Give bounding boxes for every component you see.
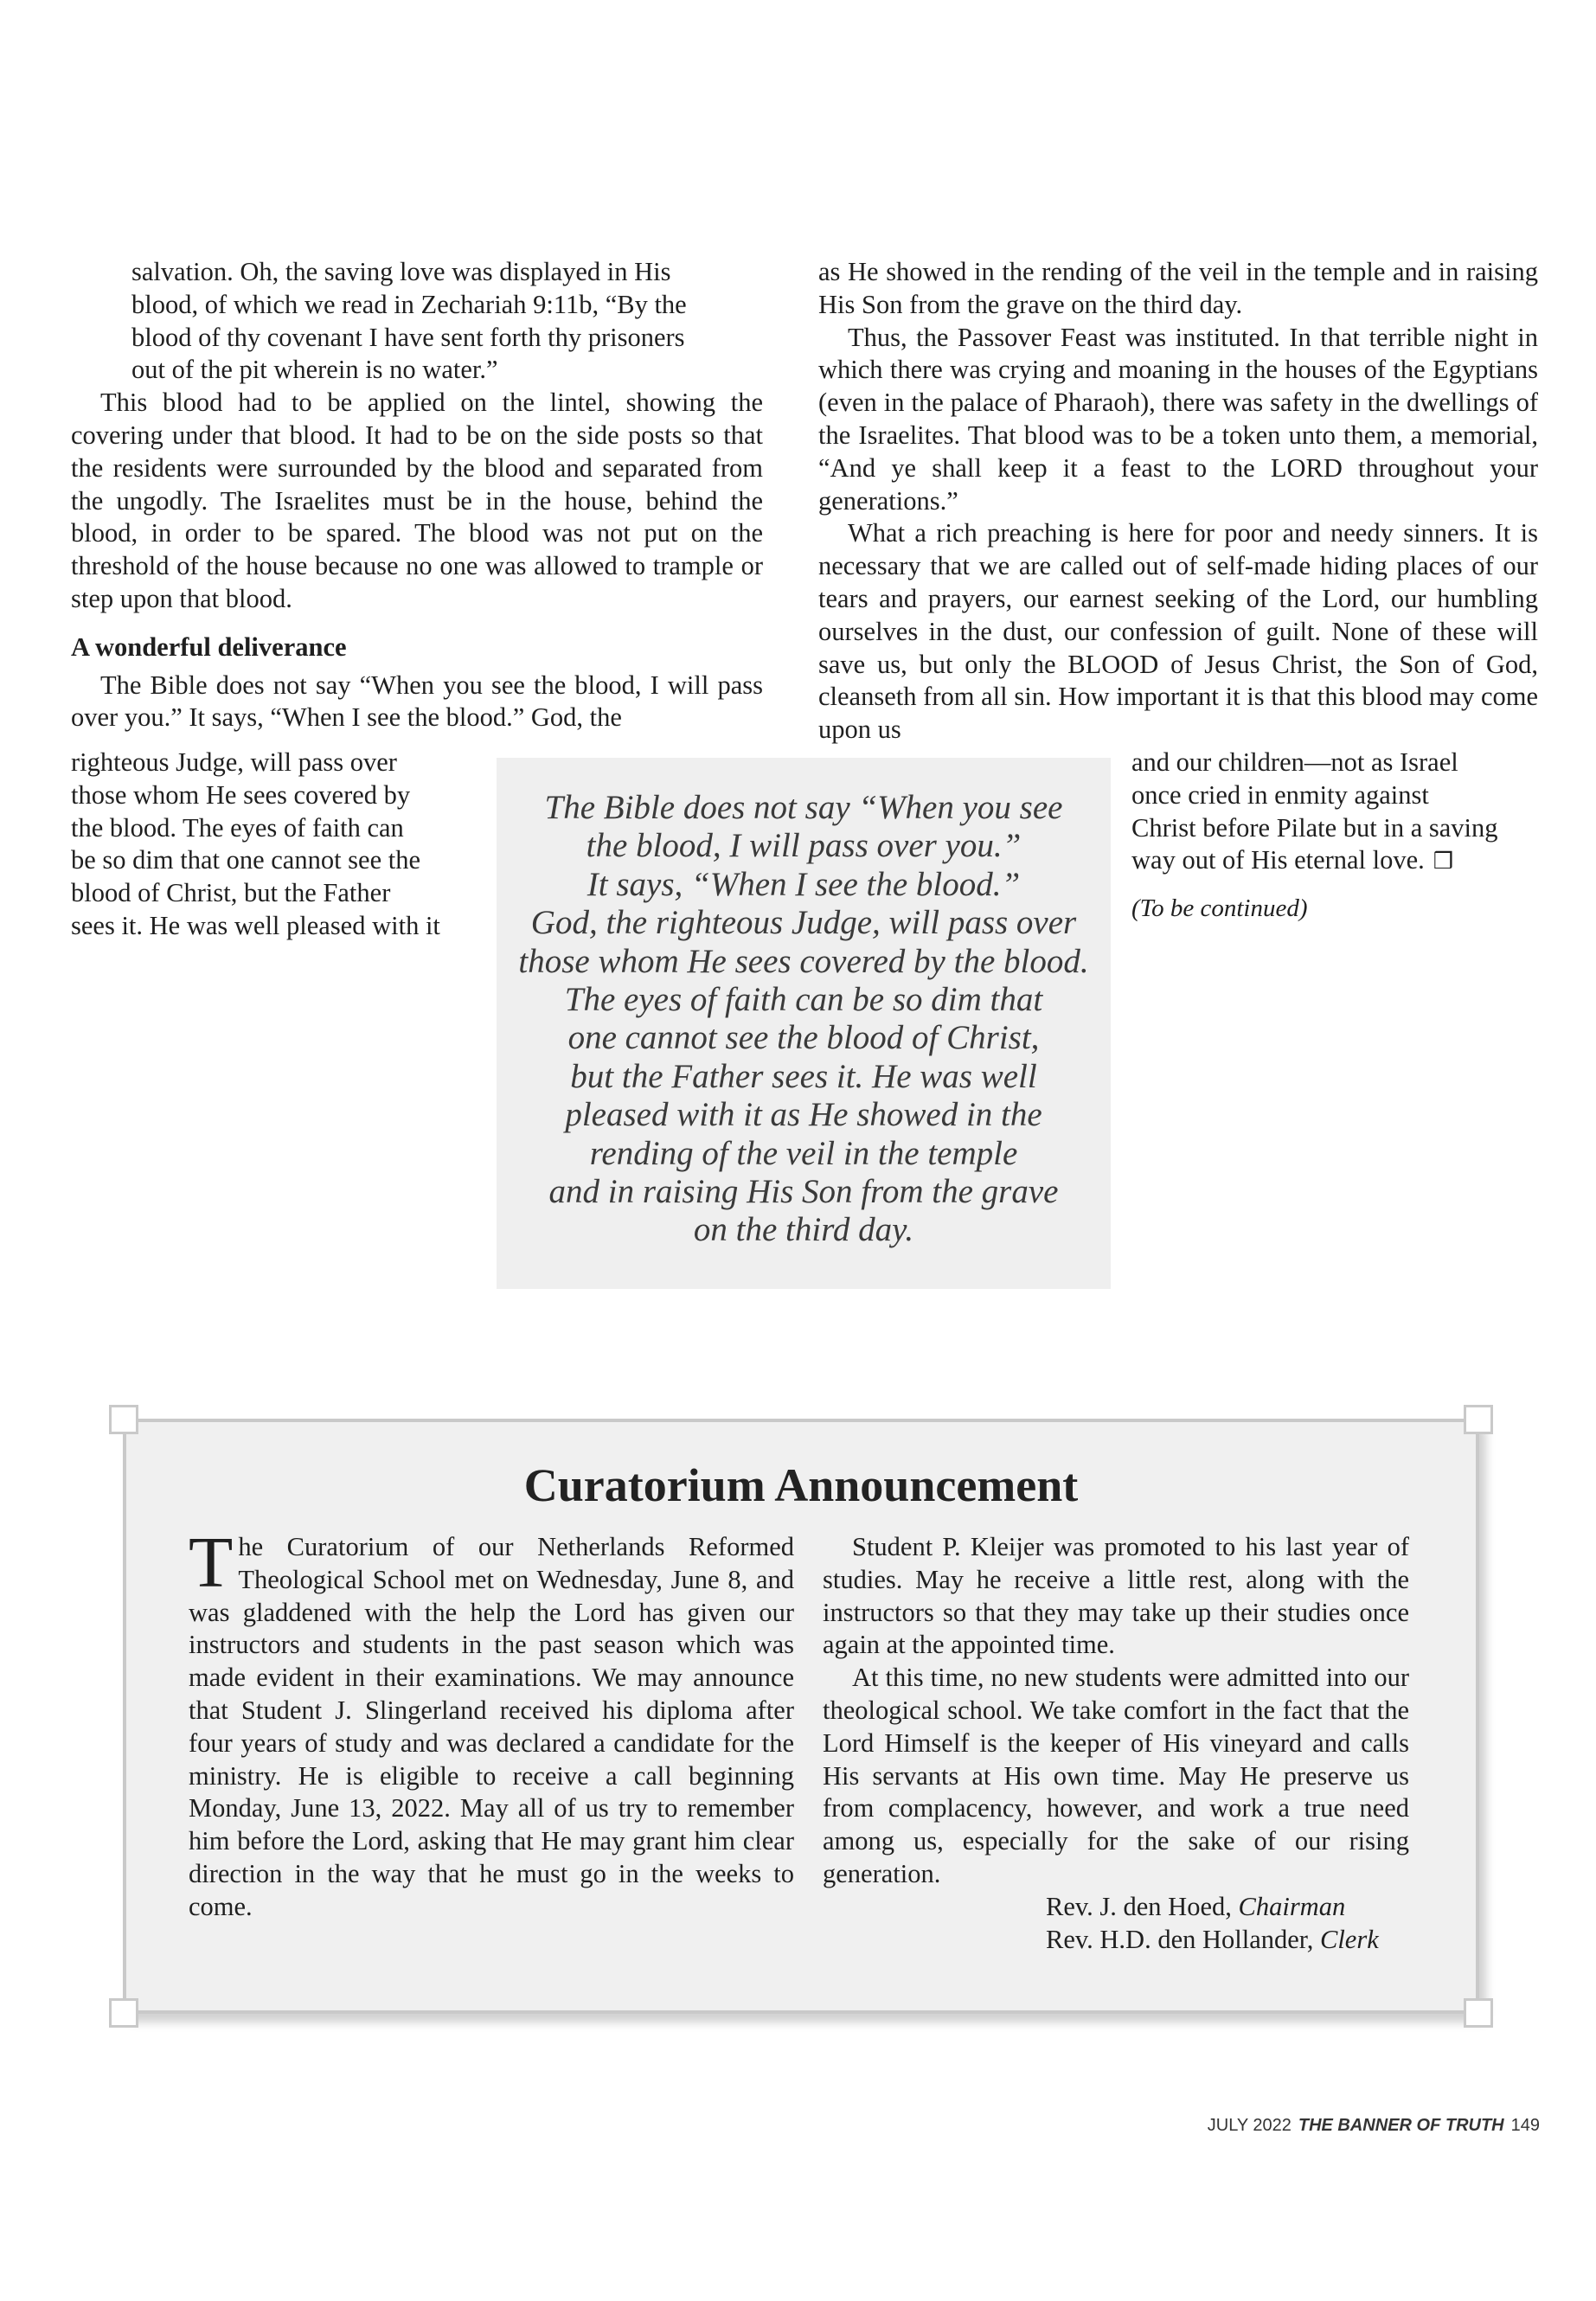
paragraph: At this time, no new students were admitted into our theological school. We take comfort in the fact that the Lord Himself is the keeper of His vineyard and calls His servants at His own time. May He preserve us from complacency, however, and work a true need among us, especially for the sake of our rising generation. <box>823 1663 1409 1888</box>
signature-role: Chairman <box>1238 1891 1346 1921</box>
text-line: and our children—not as Israel <box>1131 747 1458 777</box>
pull-quote-line: It says, “When I see the blood.” <box>586 865 1021 903</box>
text-line-content: way out of His eternal love. <box>1131 845 1425 875</box>
to-be-continued: (To be continued) <box>1131 894 1308 923</box>
paragraph: Student P. Kleijer was promoted to his last year of studies. May he receive a little rest, along with the instructors so that they may take up their studies once again at the appointed time. <box>823 1532 1409 1660</box>
text-line: the blood. The eyes of faith can <box>71 812 404 843</box>
section-heading: A wonderful deliverance <box>71 631 347 662</box>
quote-line: out of the pit wherein is no water.” <box>131 355 498 385</box>
paragraph: as He showed in the rending of the veil in the temple and in raising His Son from the grave on the third day. <box>818 257 1538 319</box>
pull-quote <box>497 758 1111 1289</box>
announcement-box <box>123 1419 1479 2014</box>
paragraph: This blood had to be applied on the lintel, showing the covering under that blood. It had to be on the side posts so that the residents were surrounded by the blood and separated from the ungodly. The Israelites must be in the house, behind the blood, in order to be spared. The blood was not put on the threshold of the house because no one was allowed to trample or step upon that blood. <box>71 388 763 613</box>
paragraph-continued <box>1131 747 1538 879</box>
signature-name: Rev. H.D. den Hollander, <box>1046 1924 1314 1954</box>
announcement-right-column <box>823 1531 1409 1956</box>
text-line: those whom He sees covered by <box>71 779 411 810</box>
pull-quote-line: those whom He sees covered by the blood. <box>518 942 1089 980</box>
text-line: Christ before Pilate but in a saving <box>1131 812 1498 843</box>
left-column-tail <box>71 747 490 943</box>
paragraph-text: he Curatorium of our Netherlands Reformed Theological School met on Wednesday, June 8, and was gladdened with the help the Lord has given our instructors and students in the past season which was made evident in their examinations. We may announce that Student J. Slingerland received his diploma after four years of study and was declared a candidate for the ministry. He is eligible to receive a call beginning Monday, June 13, 2022. May all of us try to remember him before the Lord, asking that He may grant him clear direction in the way that he must go in the weeks to come. <box>189 1532 794 1921</box>
paragraph-continued <box>71 747 490 943</box>
right-column-tail <box>1131 747 1538 926</box>
quote-line: blood of thy covenant I have sent forth thy prisoners <box>131 322 685 352</box>
text-line: once cried in enmity against <box>1131 779 1429 810</box>
right-column <box>818 256 1538 747</box>
pull-quote-line: one cannot see the blood of Christ, <box>567 1019 1040 1057</box>
page-number: 149 <box>1510 2116 1540 2135</box>
signature-clerk <box>1046 1924 1409 1957</box>
paragraph: The Bible does not say “When you see the blood, I will pass over you.” It says, “When I see the blood.” God, the <box>71 670 763 733</box>
signature-chairman <box>1046 1891 1409 1924</box>
pull-quote-line: on the third day. <box>693 1211 914 1249</box>
announcement-left-column <box>189 1522 794 1924</box>
paragraph <box>189 1522 794 1924</box>
page-footer <box>1176 2116 1540 2136</box>
text-line: blood of Christ, but the Father <box>71 878 391 908</box>
pull-quote-line: rending of the veil in the temple <box>589 1134 1018 1172</box>
publication-name: THE BANNER OF TRUTH <box>1298 2116 1504 2135</box>
paragraph: What a rich preaching is here for poor and needy sinners. It is necessary that we are called out of self-made hiding places of our tears and prayers, our earnest seeking of the Lord, our humbling ourselves in the dust, our confession of guilt. None of these will save us, but only the BLOOD of Jesus Christ, the Son of God, cleanseth from all sin. How important it is that this blood may come upon us <box>818 518 1538 745</box>
pull-quote-line: and in raising His Son from the grave <box>548 1173 1059 1211</box>
text-line: be so dim that one cannot see the <box>71 845 421 875</box>
corner-ornament <box>109 1405 138 1434</box>
signature-name: Rev. J. den Hoed, <box>1046 1891 1232 1921</box>
drop-cap: T <box>189 1522 234 1603</box>
signature-role: Clerk <box>1319 1924 1379 1954</box>
quote-line: salvation. Oh, the saving love was displayed in His <box>131 257 671 286</box>
corner-ornament <box>1464 1998 1493 2028</box>
text-line: righteous Judge, will pass over <box>71 747 397 777</box>
corner-ornament <box>1464 1405 1493 1434</box>
announcement-title: Curatorium Announcement <box>523 1459 1079 1511</box>
pull-quote-line: The eyes of faith can be so dim that <box>564 981 1043 1019</box>
corner-ornament <box>109 1998 138 2028</box>
pull-quote-line: God, the righteous Judge, will pass over <box>530 904 1077 942</box>
pull-quote-line: The Bible does not say “When you see <box>544 789 1063 826</box>
pull-quote-line: the blood, I will pass over you.” <box>586 827 1022 865</box>
text-line <box>1131 844 1538 879</box>
paragraph: Thus, the Passover Feast was instituted. In that terrible night in which there was crying and moaning in the houses of the Egyptians (even in the palace of Pharaoh), there was safety in the dwellings of the Israelites. That blood was to be a token unto them, a memorial, “And ye shall keep it a feast to the LORD throughout your generations.” <box>818 322 1538 516</box>
end-mark-icon: ❒ <box>1433 849 1454 875</box>
issue-date: JULY 2022 <box>1207 2116 1292 2135</box>
left-column <box>71 256 763 734</box>
quote-line: blood, of which we read in Zechariah 9:11b, “By the <box>131 289 687 319</box>
text-line: sees it. He was well pleased with it <box>71 910 440 940</box>
quote-block <box>131 256 763 387</box>
pull-quote-line: pleased with it as He showed in the <box>565 1096 1042 1134</box>
pull-quote-line: but the Father sees it. He was well <box>570 1057 1037 1095</box>
